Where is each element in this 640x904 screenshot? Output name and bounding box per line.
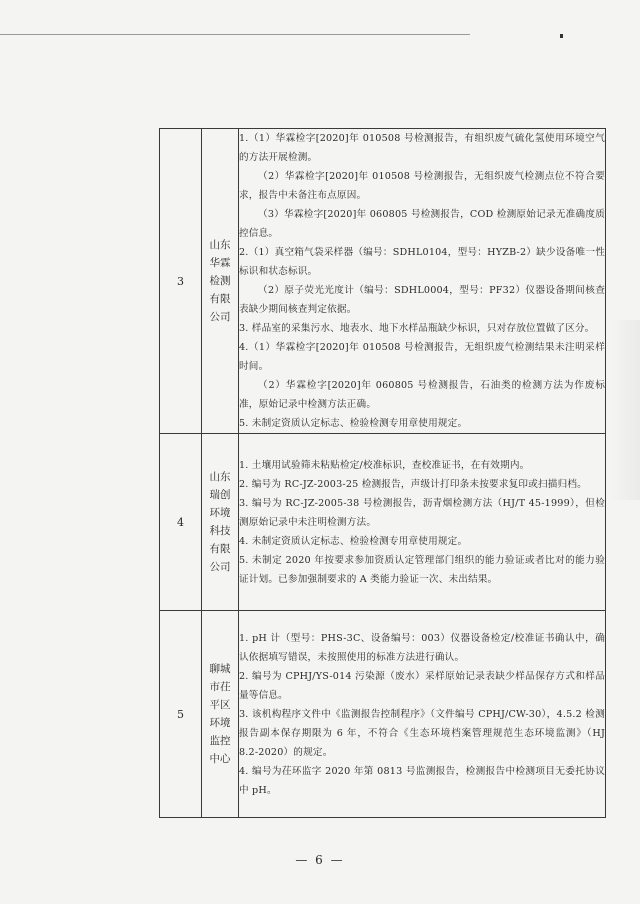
organization-name-part: 公司: [209, 311, 231, 323]
finding-item: 2.（1）真空箱气袋采样器（编号：SDHL0104，型号：HYZB-2）缺少设备唯一性标识和状态标识。: [239, 247, 605, 277]
finding-item: （2）华霖检字[2020]年 060805 号检测报告，石油类的检测方法为作废标准，原始记录中检测方法正确。: [239, 380, 605, 410]
organization-name-part: 山东: [209, 239, 231, 251]
organization-name-part: 公司: [209, 561, 231, 573]
organization-name-part: 聊城: [209, 663, 231, 675]
finding-item: 4. 未制定资质认定标志、检验检测专用章使用规定。: [239, 535, 468, 547]
row-number: 3: [160, 129, 202, 434]
organization-name: [202, 129, 239, 434]
findings-cell: [239, 434, 606, 611]
organization-name-part: 有限: [209, 293, 231, 305]
organization-name-part: 市茌: [209, 681, 231, 693]
organization-name-part: 瑞创: [209, 489, 231, 501]
organization-name-part: 科技: [209, 525, 231, 537]
finding-item: 3. 样品室的采集污水、地表水、地下水样品瓶缺少标识，只对存放位置做了区分。: [239, 323, 595, 334]
finding-item: 3. 该机构程序文件中《监测报告控制程序》（文件编号 CPHJ/CW-30），4.5.2 检测报告副本保存期限为 6 年，不符合《生态环境档案管理规范生态环境监测》（HJ 8.2-2020）的规定。: [239, 708, 605, 758]
organization-name: [202, 611, 239, 818]
organization-name-part: 有限: [209, 543, 231, 555]
table-row: [160, 434, 606, 611]
organization-name-part: 山东: [209, 471, 231, 483]
organization-name-part: 环境: [209, 717, 231, 729]
finding-item: 1. 土壤用试验筛未粘贴检定/校准标识，查校准证书，在有效期内。: [239, 459, 530, 471]
finding-item: 5. 未制定资质认定标志、检验检测专用章使用规定。: [239, 418, 468, 429]
findings-cell: [239, 129, 606, 434]
row-number: 4: [160, 434, 202, 611]
inspection-findings-table: [159, 128, 606, 818]
page-number: — 6 —: [295, 853, 345, 867]
organization-name: [202, 434, 239, 611]
finding-item: 4.（1）华霖检字[2020]年 010508 号检测报告，无组织废气检测结果未注明采样时间。: [239, 342, 605, 372]
finding-item: 4. 编号为茌环监字 2020 年第 0813 号监测报告，检测报告中检测项目无委托协议中 pH。: [239, 765, 605, 796]
table-row: [160, 129, 606, 434]
organization-name-part: 监控: [209, 735, 231, 747]
finding-item: 2. 编号为 RC-JZ-2003-25 检测报告，声级计打印条未按要求复印或扫描归档。: [239, 478, 587, 490]
table-row: [160, 611, 606, 818]
finding-item: （2）华霖检字[2020]年 010508 号检测报告，无组织废气检测点位不符合要求，报告中未备注布点原因。: [239, 171, 605, 201]
row-number: 5: [160, 611, 202, 818]
organization-name-part: 中心: [209, 753, 231, 765]
scan-mark: [560, 34, 563, 38]
finding-item: （2）原子荧光光度计（编号：SDHL0004，型号：PF32）仪器设备期间核查表缺少期间核查判定依据。: [239, 285, 605, 315]
organization-name-part: 检测: [209, 275, 231, 287]
finding-item: 1.（1）华霖检字[2020]年 010508 号检测报告，有组织废气硫化氢使用环境空气的方法开展检测。: [239, 133, 605, 163]
finding-item: 3. 编号为 RC-JZ-2005-38 号检测报告，沥青烟检测方法（HJ/T 45-1999），但检测原始记录中未注明检测方法。: [239, 497, 605, 528]
finding-item: （3）华霖检字[2020]年 060805 号检测报告，COD 检测原始记录无准确度质控信息。: [239, 209, 605, 239]
organization-name-part: 环境: [209, 507, 231, 519]
finding-item: 1. pH 计（型号：PHS-3C、设备编号：003）仪器设备检定/校准证书确认中，确认依据填写错误，未按照使用的标准方法进行确认。: [239, 632, 605, 663]
header-rule: [0, 34, 470, 35]
scan-shadow: [610, 320, 640, 500]
finding-item: 5. 未制定 2020 年按要求参加资质认定管理部门组织的能力验证或者比对的能力验证计划。已参加强制要求的 A 类能力验证一次、未出结果。: [239, 554, 605, 585]
organization-name-part: 平区: [209, 699, 231, 711]
findings-cell: [239, 611, 606, 818]
organization-name-part: 华霖: [209, 257, 231, 269]
finding-item: 2. 编号为 CPHJ/YS-014 污染源（废水）采样原始记录表缺少样品保存方式和样品量等信息。: [239, 670, 605, 701]
